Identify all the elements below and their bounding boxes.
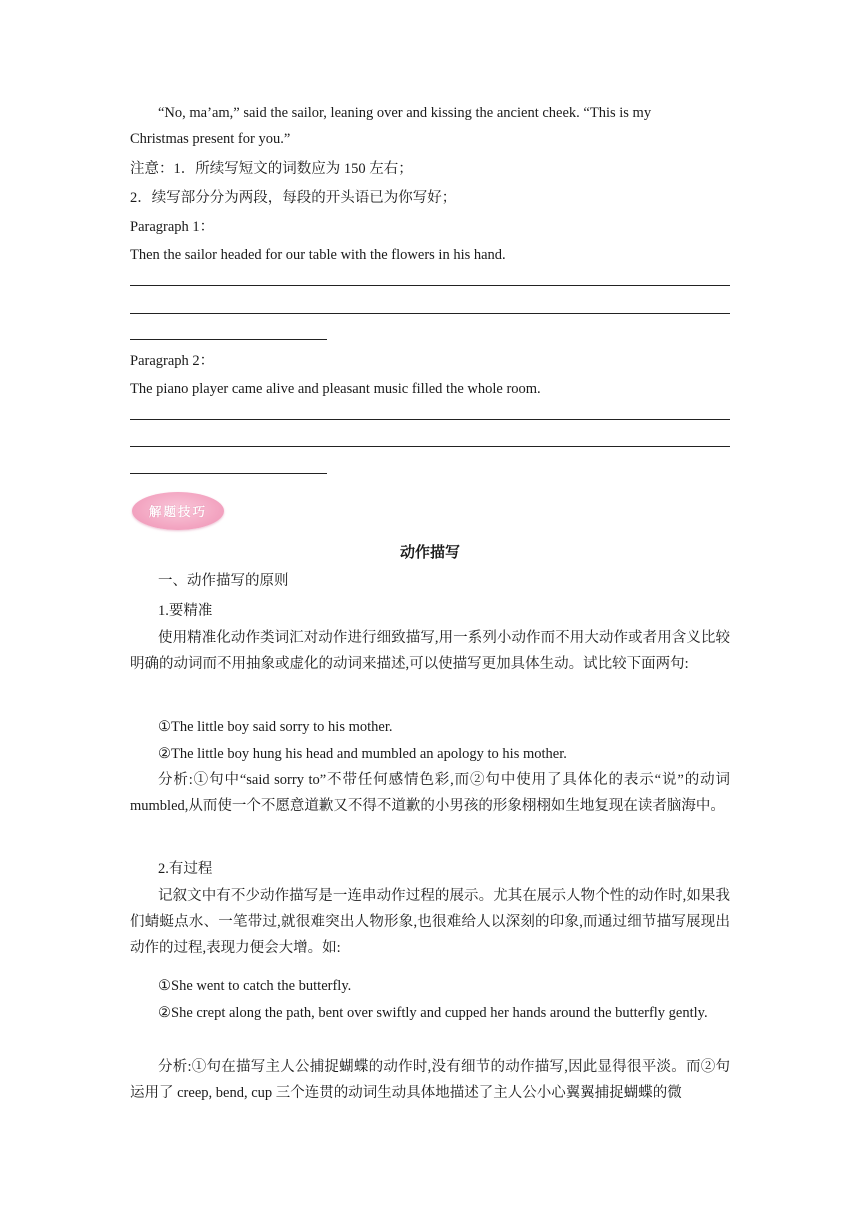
paragraph-2-label: Paragraph 2： (130, 353, 215, 369)
paragraph-2-opening: The piano player came alive and pleasant music filled the whole room. (130, 381, 541, 397)
section-title: 动作描写 (399, 543, 460, 561)
note-paragraphs: 2．续写部分分为两段，每段的开头语已为你写好； (130, 190, 457, 206)
answer-line (130, 419, 730, 420)
example-1a: ①The little boy said sorry to his mother. (158, 719, 393, 735)
answer-line (130, 446, 730, 447)
paragraph-precise: 使用精准化动作类词汇对动作进行细致描写,用一系列小动作而不用大动作或者用含义比较明确的动词而不用抽象或虚化的动词来描述,可以使描写更加具体生动。试比较下面两句: (130, 630, 730, 672)
answer-line (130, 473, 327, 474)
example-2a: ①She went to catch the butterfly. (158, 978, 352, 994)
answer-line (130, 339, 327, 340)
tips-badge (132, 492, 224, 530)
paragraph-1-opening: Then the sailor headed for our table with the flowers in his hand. (130, 247, 506, 263)
paragraph-process: 记叙文中有不少动作描写是一连串动作过程的展示。尤其在展示人物个性的动作时,如果我们蜻蜓点水、一笔带过,就很难突出人物形象,也很难给人以深刻的印象,而通过细节描写展现出动作的过程,表现力便会大增。如: (130, 888, 730, 956)
story-line-2: Christmas present for you.” (130, 131, 291, 147)
note-word-count: 注意：1．所续写短文的词数应为 150 左右； (130, 161, 413, 177)
answer-line (130, 313, 730, 314)
subheading-precise: 1.要精准 (158, 603, 213, 619)
example-2b: ②She crept along the path, bent over swiftly and cupped her hands around the butterfly gently. (158, 1005, 708, 1021)
example-1b: ②The little boy hung his head and mumbled an apology to his mother. (158, 746, 567, 762)
analysis-2: 分析:①句在描写主人公捕捉蝴蝶的动作时,没有细节的动作描写,因此显得很平淡。而②句运用了 creep, bend, cup 三个连贯的动词生动具体地描述了主人公小心翼翼捕捉蝴蝶的微 (130, 1059, 730, 1101)
tips-badge-label: 解题技巧 (148, 504, 207, 519)
principles-heading: 一、动作描写的原则 (158, 573, 289, 589)
subheading-process: 2.有过程 (158, 861, 213, 877)
paragraph-1-label: Paragraph 1： (130, 219, 215, 235)
answer-line (130, 285, 730, 286)
analysis-1: 分析:①句中“said sorry to”不带任何感情色彩,而②句中使用了具体化的表示“说”的动词mumbled,从而使一个不愿意道歉又不得不道歉的小男孩的形象栩栩如生地复现在读者脑海中。 (130, 772, 730, 814)
story-line-1: “No, ma’am,” said the sailor, leaning over and kissing the ancient cheek. “This is my (158, 105, 652, 121)
